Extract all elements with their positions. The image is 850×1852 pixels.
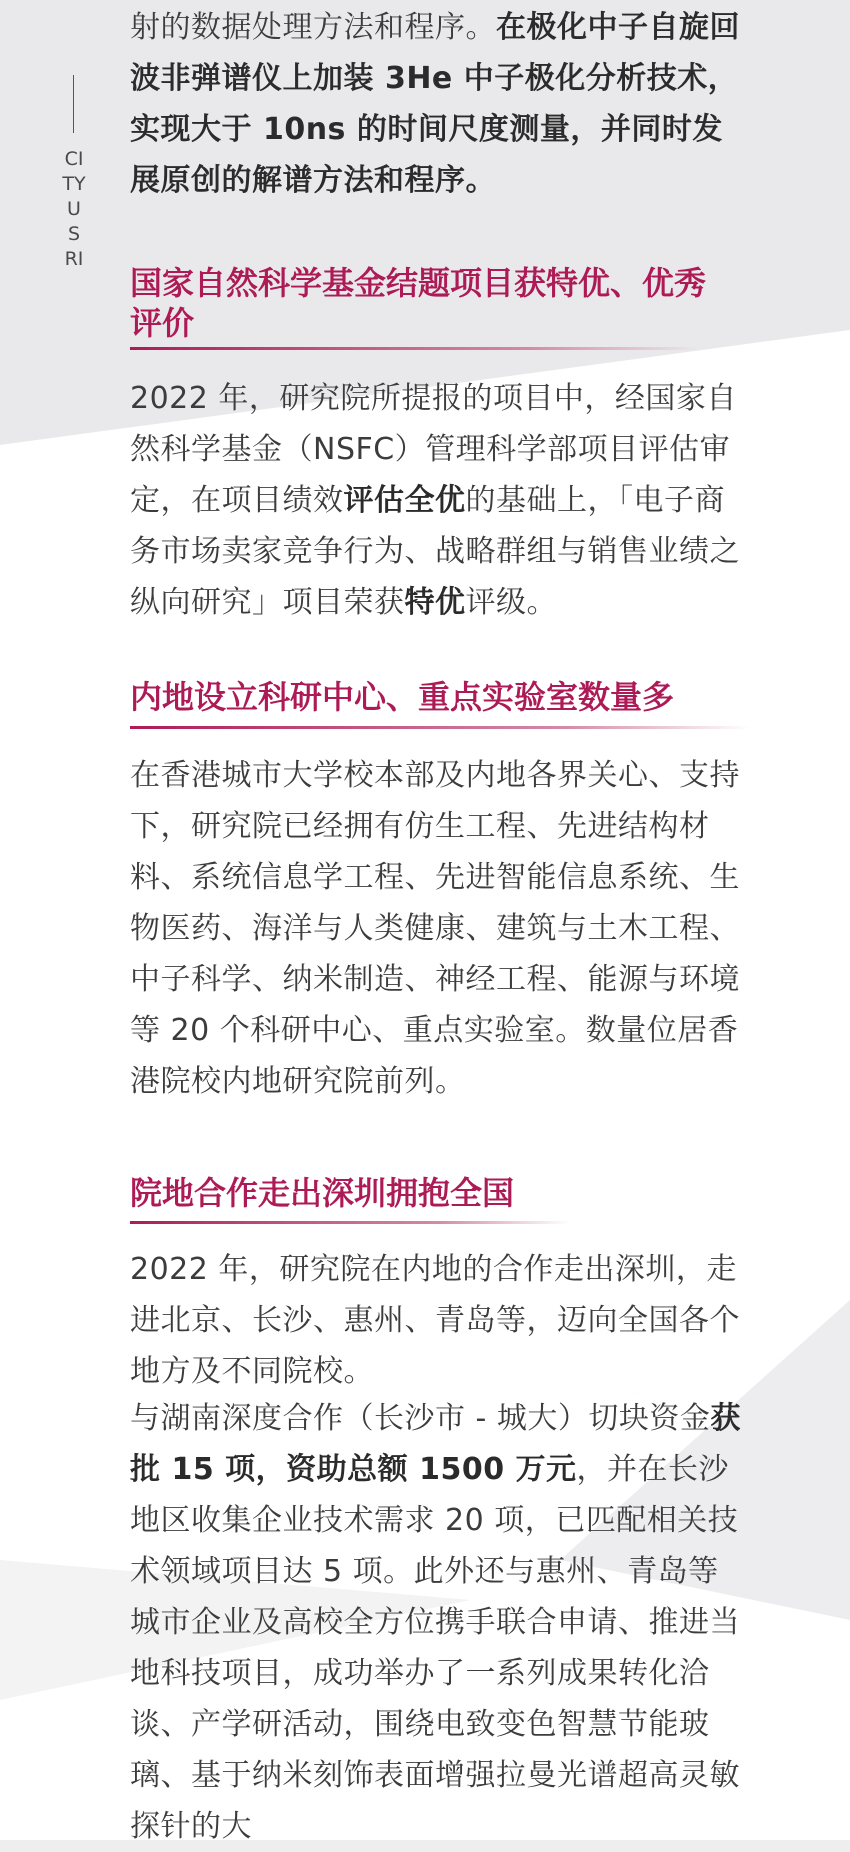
section-underline-nsfc: [130, 347, 700, 350]
nsfc-bold-2: 特优: [404, 585, 466, 620]
nsfc-text-3: 评级。: [465, 585, 557, 620]
intro-plain: 射的数据处理方法和程序。: [130, 10, 496, 45]
section-title-cooperation: 院地合作走出深圳拥抱全国: [130, 1174, 515, 1212]
intro-paragraph: [130, 2, 745, 206]
section-title-centers: 内地设立科研中心、重点实验室数量多: [130, 678, 675, 716]
section-paragraph-nsfc: [130, 373, 745, 628]
section-paragraph-cooperation-2: [130, 1393, 745, 1852]
section-underline-cooperation: [130, 1221, 570, 1224]
side-brand-text: CITYU SRI: [62, 148, 86, 270]
coop-text-2: ，并在长沙地区收集企业技术需求 20 项，已匹配相关技术领域项目达 5 项。此外还与惠州、青岛等城市企业及高校全方位携手联合申请、推进当地科技项目，成功举办了一系列成果转化洽谈、产学研活动，围绕电致变色智慧节能玻璃、基于纳米刻饰表面增强拉曼光谱超高灵敏探针的大: [130, 1452, 740, 1844]
section-paragraph-centers: 在香港城市大学校本部及内地各界关心、支持下，研究院已经拥有仿生工程、先进结构材料、系统信息学工程、先进智能信息系统、生物医药、海洋与人类健康、建筑与土木工程、中子科学、纳米制造、神经工程、能源与环境等 20 个科研中心、重点实验室。数量位居香港院校内地研究院前列。: [130, 758, 740, 1099]
nsfc-text-1: 2022 年，研究院所提报的项目中，经国家自然科学基金（NSFC）管理科学部项目评估审定，在项目绩效: [130, 381, 737, 518]
nsfc-text-2: 的基础上，「电子商务市场卖家竞争行为、战略群组与销售业绩之纵向研究」项目荣获: [130, 483, 740, 620]
section-underline-centers: [130, 726, 750, 729]
section-title-nsfc: 国家自然科学基金结题项目获特优、优秀评价: [130, 264, 707, 342]
coop-text-1: 与湖南深度合作（长沙市 - 城大）切块资金: [130, 1401, 711, 1436]
coop-bold-1: 获批 15 项，资助总额 1500 万元: [130, 1401, 741, 1487]
side-accent-line: [73, 75, 74, 133]
section-paragraph-cooperation-1: 2022 年，研究院在内地的合作走出深圳，走进北京、长沙、惠州、青岛等，迈向全国各个地方及不同院校。: [130, 1252, 740, 1389]
intro-bold: 在极化中子自旋回波非弹谱仪上加装 3He 中子极化分析技术，实现大于 10ns 的时间尺度测量，并同时发展原创的解谱方法和程序。: [130, 10, 740, 198]
nsfc-bold-1: 评估全优: [343, 483, 466, 518]
